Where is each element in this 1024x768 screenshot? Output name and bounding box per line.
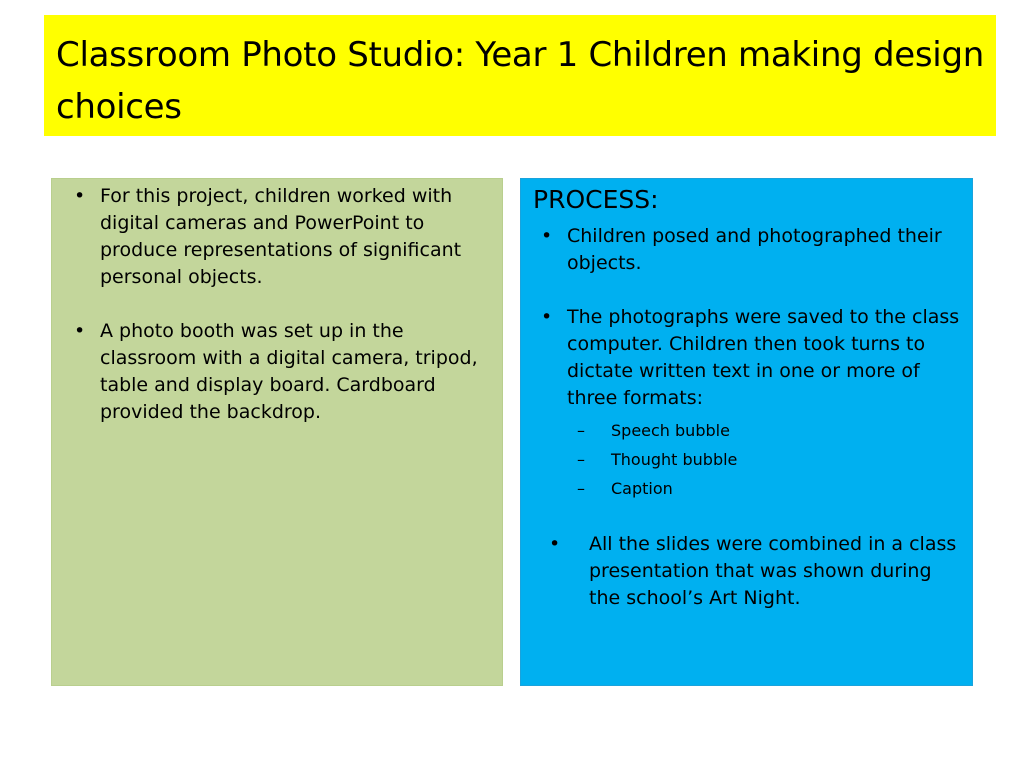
bullet-icon: • [549, 533, 561, 555]
bullet-icon: • [74, 320, 86, 342]
list-item-text: For this project, children worked with digital cameras and PowerPoint to produce representations of significant personal objects. [100, 185, 462, 288]
process-heading: PROCESS: [533, 185, 659, 214]
left-content-panel [51, 178, 503, 686]
slide-title: Classroom Photo Studio: Year 1 Children making design choices [56, 35, 984, 127]
list-item [66, 183, 488, 291]
sub-list-item-text: Caption [611, 479, 673, 498]
list-item [533, 304, 960, 503]
dash-icon: – [577, 479, 585, 498]
sub-list-item [567, 416, 960, 445]
left-bullet-list [66, 183, 488, 426]
dash-icon: – [577, 450, 585, 469]
bullet-icon: • [74, 185, 86, 207]
title-box [44, 15, 996, 136]
list-item-text: The photographs were saved to the class computer. Children then took turns to dictate written text in one or more of three formats: [567, 306, 960, 409]
list-item [533, 223, 960, 277]
sub-list-item-text: Thought bubble [611, 450, 738, 469]
bullet-icon: • [541, 306, 553, 328]
format-sub-list [567, 416, 960, 503]
right-bullet-list [533, 223, 960, 503]
list-item [66, 318, 488, 426]
sub-list-item [567, 474, 960, 503]
list-item-text: Children posed and photographed their objects. [567, 225, 942, 274]
list-item-text: All the slides were combined in a class presentation that was shown during the school’s Art Night. [589, 533, 957, 609]
list-item [533, 531, 960, 612]
right-process-panel [520, 178, 973, 686]
dash-icon: – [577, 421, 585, 440]
list-item-text: A photo booth was set up in the classroom with a digital camera, tripod, table and display board. Cardboard provided the backdrop. [100, 320, 478, 423]
sub-list-item-text: Speech bubble [611, 421, 730, 440]
bullet-icon: • [541, 225, 553, 247]
sub-list-item [567, 445, 960, 474]
